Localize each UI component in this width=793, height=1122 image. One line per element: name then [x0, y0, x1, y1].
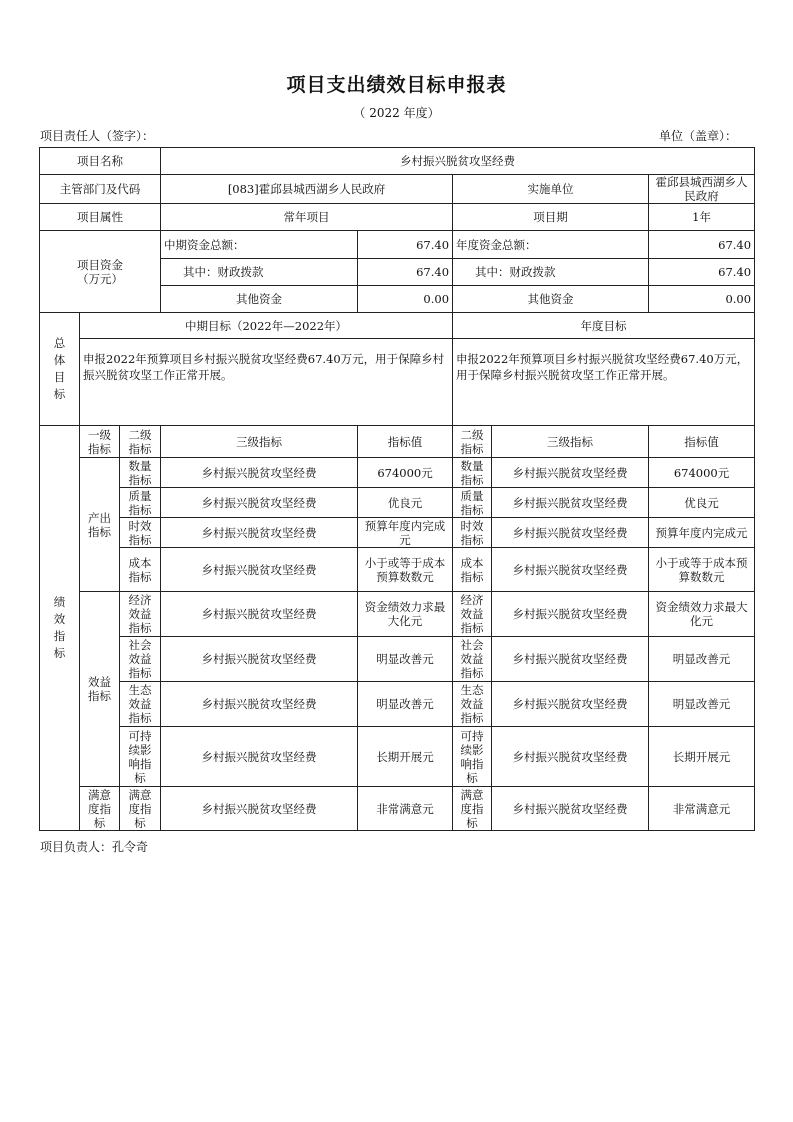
header-level1: [80, 426, 120, 458]
group-satisfaction-text: 满意度指标: [88, 787, 111, 830]
row-value: 预算年度内完成元: [358, 518, 453, 548]
attr-value: 常年项目: [161, 204, 453, 231]
row-value: 非常满意元: [358, 787, 453, 831]
row-l2-right: [453, 518, 492, 548]
header-value-right: 指标值: [649, 426, 755, 458]
row-l2: [120, 488, 161, 518]
row-value-right: 非常满意元: [649, 787, 755, 831]
row-l3: 乡村振兴脱贫攻坚经费: [161, 787, 358, 831]
row-l2: [120, 787, 161, 831]
row-l2: [120, 637, 161, 682]
mid-fiscal-label: 其中：财政拨款: [161, 259, 358, 286]
row-value-right: 预算年度内完成元: [649, 518, 755, 548]
row-value-right: 674000元: [649, 458, 755, 488]
row-l2: [120, 592, 161, 637]
goal-label-text: 总体目标: [53, 336, 66, 401]
row-l2-right-text: 可持续影响指标: [460, 728, 484, 785]
row-value-right: 优良元: [649, 488, 755, 518]
row-l3-right: 乡村振兴脱贫攻坚经费: [492, 727, 649, 787]
attr-label: 项目属性: [40, 204, 161, 231]
page-title: 项目支出绩效目标申报表: [286, 74, 507, 96]
header-level2-right: [453, 426, 492, 458]
year-fiscal-value: 67.40: [649, 259, 755, 286]
mid-total-value: 67.40: [358, 231, 453, 259]
row-value-right: 小于或等于成本预算数数元: [649, 548, 755, 592]
footer-responsible: 项目负责人：孔令奇: [40, 840, 149, 854]
row-l2-text: 可持续影响指标: [128, 728, 152, 785]
project-name-value: 乡村振兴脱贫攻坚经费: [161, 148, 755, 175]
header-level2-right-text: 二级指标: [460, 427, 484, 456]
row-l2-text: 成本指标: [128, 555, 152, 584]
year-fiscal-label: 其中：财政拨款: [453, 259, 649, 286]
row-l3-right: 乡村振兴脱贫攻坚经费: [492, 458, 649, 488]
row-value: 674000元: [358, 458, 453, 488]
row-l3: 乡村振兴脱贫攻坚经费: [161, 548, 358, 592]
row-l2: [120, 727, 161, 787]
row-l3-right: 乡村振兴脱贫攻坚经费: [492, 548, 649, 592]
row-l2-right-text: 数量指标: [460, 458, 484, 487]
row-l3-right: 乡村振兴脱贫攻坚经费: [492, 592, 649, 637]
year-total-value: 67.40: [649, 231, 755, 259]
year-other-label: 其他资金: [453, 286, 649, 313]
row-l3-right: 乡村振兴脱贫攻坚经费: [492, 488, 649, 518]
impl-label: 实施单位: [453, 175, 649, 204]
row-l2-right-text: 质量指标: [460, 488, 484, 517]
header-level3: 三级指标: [161, 426, 358, 458]
row-l2-text: 生态效益指标: [128, 683, 152, 725]
row-l2-right: [453, 458, 492, 488]
row-l2-right-text: 成本指标: [460, 555, 484, 584]
project-name-label: 项目名称: [40, 148, 161, 175]
row-l2-text: 时效指标: [128, 518, 152, 547]
row-l2-right-text: 社会效益指标: [460, 638, 484, 680]
mid-goal-text: 申报2022年预算项目乡村振兴脱贫攻坚经费67.40万元，用于保障乡村振兴脱贫攻坚工作正常开展。: [80, 339, 453, 426]
fund-label: [40, 231, 161, 313]
group-output: [80, 458, 120, 592]
row-l3-right: 乡村振兴脱贫攻坚经费: [492, 518, 649, 548]
row-l2: [120, 458, 161, 488]
row-l3-right: 乡村振兴脱贫攻坚经费: [492, 637, 649, 682]
row-l2-right-text: 时效指标: [460, 518, 484, 547]
row-l2-right: [453, 592, 492, 637]
row-l3: 乡村振兴脱贫攻坚经费: [161, 682, 358, 727]
row-value-right: 明显改善元: [649, 637, 755, 682]
fund-label-text: 项目资金（万元）: [77, 257, 124, 286]
row-l3: 乡村振兴脱贫攻坚经费: [161, 488, 358, 518]
header-level2: [120, 426, 161, 458]
row-l3: 乡村振兴脱贫攻坚经费: [161, 518, 358, 548]
row-l2-right-text: 经济效益指标: [460, 593, 484, 635]
row-l2-right: [453, 637, 492, 682]
row-l3: 乡村振兴脱贫攻坚经费: [161, 592, 358, 637]
dept-label: 主管部门及代码: [40, 175, 161, 204]
row-l2-right: [453, 548, 492, 592]
mid-other-label: 其他资金: [161, 286, 358, 313]
row-l2-text: 满意度指标: [128, 787, 152, 830]
row-value: 小于或等于成本预算数数元: [358, 548, 453, 592]
row-l2-right: [453, 488, 492, 518]
impl-value: 霍邱县城西湖乡人民政府: [649, 175, 755, 204]
group-benefit-text: 效益指标: [88, 675, 111, 703]
row-l2: [120, 518, 161, 548]
row-l2-right-text: 满意度指标: [460, 787, 484, 830]
row-value: 资金绩效力求最大化元: [358, 592, 453, 637]
row-l2-text: 社会效益指标: [128, 638, 152, 680]
row-value: 优良元: [358, 488, 453, 518]
mid-fiscal-value: 67.40: [358, 259, 453, 286]
header-level3-right: 三级指标: [492, 426, 649, 458]
row-value-right: 长期开展元: [649, 727, 755, 787]
row-l2-text: 质量指标: [128, 488, 152, 517]
header-level2-text: 二级指标: [128, 427, 152, 456]
unit-label: 单位（盖章）：: [658, 129, 737, 143]
group-satisfaction: [80, 787, 120, 831]
group-output-text: 产出指标: [88, 510, 111, 539]
year-total-label: 年度资金总额：: [453, 231, 649, 259]
group-benefit: [80, 592, 120, 787]
year-line: （ 2022 年度）: [353, 106, 440, 120]
row-l2: [120, 682, 161, 727]
row-value-right: 资金绩效力求最大化元: [649, 592, 755, 637]
mid-total-label: 中期资金总额：: [161, 231, 358, 259]
row-l2: [120, 548, 161, 592]
row-l3-right: 乡村振兴脱贫攻坚经费: [492, 787, 649, 831]
row-l2-right: [453, 727, 492, 787]
responsible-label: 项目责任人（签字）：: [40, 129, 155, 143]
row-l2-right: [453, 787, 492, 831]
year-goal-text: 申报2022年预算项目乡村振兴脱贫攻坚经费67.40万元，用于保障乡村振兴脱贫攻坚工作正常开展。: [453, 339, 755, 426]
row-l3: 乡村振兴脱贫攻坚经费: [161, 727, 358, 787]
goal-label: [40, 313, 80, 426]
row-value: 明显改善元: [358, 682, 453, 727]
row-value-right: 明显改善元: [649, 682, 755, 727]
performance-table: [39, 147, 755, 831]
year-goal-header: 年度目标: [453, 313, 755, 339]
period-value: 1年: [649, 204, 755, 231]
row-l2-text: 数量指标: [128, 458, 152, 487]
row-value: 明显改善元: [358, 637, 453, 682]
row-l2-right-text: 生态效益指标: [460, 683, 484, 725]
year-other-value: 0.00: [649, 286, 755, 313]
mid-goal-header: 中期目标（2022年—2022年）: [80, 313, 453, 339]
row-l3: 乡村振兴脱贫攻坚经费: [161, 458, 358, 488]
row-value: 长期开展元: [358, 727, 453, 787]
perf-label-text: 绩效指标: [53, 595, 66, 660]
mid-other-value: 0.00: [358, 286, 453, 313]
header-level1-text: 一级指标: [88, 427, 111, 456]
header-value: 指标值: [358, 426, 453, 458]
row-l2-right: [453, 682, 492, 727]
period-label: 项目期: [453, 204, 649, 231]
row-l3: 乡村振兴脱贫攻坚经费: [161, 637, 358, 682]
row-l2-text: 经济效益指标: [128, 593, 152, 635]
row-l3-right: 乡村振兴脱贫攻坚经费: [492, 682, 649, 727]
perf-label: [40, 426, 80, 831]
dept-value: [083]霍邱县城西湖乡人民政府: [161, 175, 453, 204]
